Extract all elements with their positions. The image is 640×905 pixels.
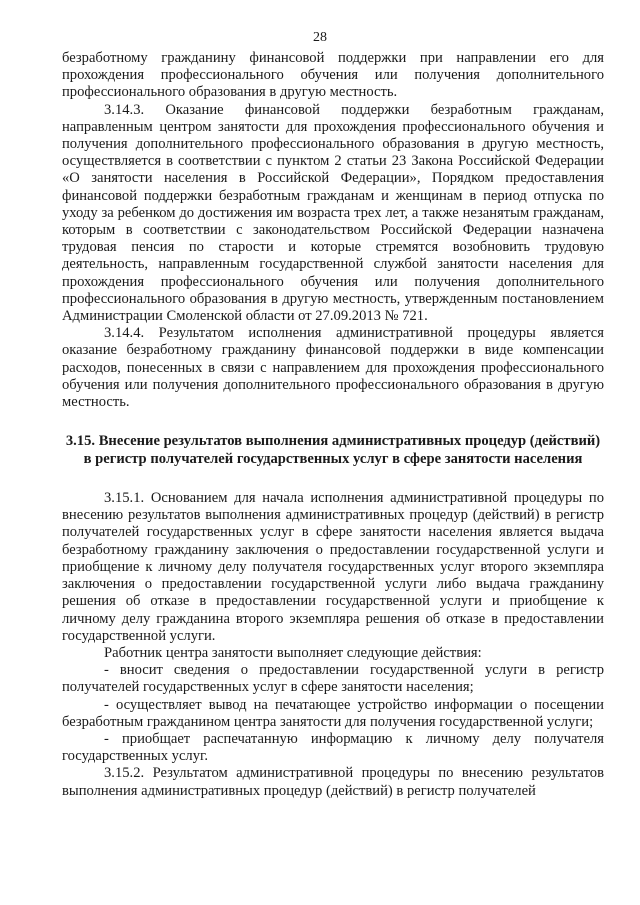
paragraph-3-15-2: 3.15.2. Результатом административной процедуры по внесению результатов выполнения административных процедур (действий) в регистр получателей xyxy=(62,765,604,799)
list-item-action-3: - приобщает распечатанную информацию к личному делу получателя государственных услуг. xyxy=(62,730,604,765)
list-item-action-1: - вносит сведения о предоставлении государственной услуги в регистр получателей государственных услуг в сфере занятости населения; xyxy=(62,662,604,696)
section-heading-3-15: 3.15. Внесение результатов выполнения административных процедур (действий) в регистр получателей государственных услуг в сфере занятости населения xyxy=(65,433,601,467)
paragraph-actions-intro: Работник центра занятости выполняет следующие действия: xyxy=(104,644,482,661)
paragraph-3-14-4: 3.14.4. Результатом исполнения административной процедуры является оказание безработному гражданину финансовой поддержки в виде компенсации расходов, понесенных в связи с направлением для прохождения профессионального обучения или получения дополнительного профессионального образования в другую местность. xyxy=(62,325,604,411)
list-item-action-2: - осуществляет вывод на печатающее устройство информации о посещении безработным гражданином центра занятости для получения государственной услуги; xyxy=(62,696,604,730)
paragraph-3-14-3: 3.14.3. Оказание финансовой поддержки безработным гражданам, направленным центром занятости для прохождения профессионального обучения и получения дополнительного профессионального образования в другую местность, осуществляется в соответствии с пунктом 2 статьи 23 Закона Российской Федерации «О занятости населения в Российской Федерации», Порядком предоставления финансовой поддержки безработным гражданам и женщинам в период отпуска по уходу за ребенком до достижения им возраста трех лет, а также незанятым гражданам, которым в соответствии с законодательством Российской Федерации назначена трудовая пенсия по старости и которые стремятся возобновить трудовую деятельность, направленным государственной службой занятости населения для прохождения профессионального обучения или получения дополнительного профессионального образования в другую местность, утвержденным постановлением Администрации Смоленской области от 27.09.2013 № 721. xyxy=(62,101,604,325)
paragraph-3-15-1: 3.15.1. Основанием для начала исполнения административной процедуры по внесению результатов выполнения административных процедур (действий) в регистр получателей государственных услуг в сфере занятости населения является выдача безработному гражданину заключения о предоставлении государственной услуги и приобщение к личному делу получателя государственных услуг второго экземпляра заключения о предоставлении государственной услуги либо выдача гражданину решения об отказе в предоставлении государственной услуги и приобщение к личному делу гражданина второго экземпляра решения об отказе в предоставлении государственной услуги. xyxy=(62,490,604,644)
page-number: 28 xyxy=(313,30,327,45)
document-body xyxy=(62,50,604,800)
paragraph-continuation: безработному гражданину финансовой поддержки при направлении его для прохождения профессионального обучения или получения дополнительного профессионального образования в другую местность. xyxy=(62,50,604,101)
